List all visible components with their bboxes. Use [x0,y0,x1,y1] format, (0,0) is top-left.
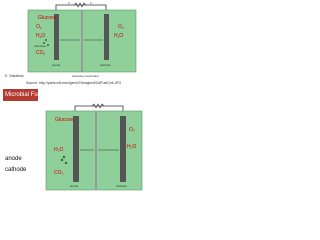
top-cathode-h2o-label: $H_2O$ [114,33,124,39]
side-label-cathode: cathode [5,167,27,173]
section-banner: Microbial Fuel Cells [3,89,38,101]
bottom-fuel-cell [46,104,142,190]
bottom-glucose-label: Glucose [55,117,74,123]
bottom-cathode-h2o-label: H₂O [127,144,137,150]
bottom-anode-electrode [73,116,79,182]
bottom-co2-label: CO₂ [54,170,64,176]
side-label-anode: anode [5,156,22,162]
top-fuel-cell [28,1,136,78]
bottom-membrane [95,111,97,190]
top-wire-label-right: e⁻ [90,1,94,5]
top-cathode-electrode [104,14,109,60]
top-wire-label: e⁻ [68,1,72,5]
top-anode-label: anode [52,63,61,67]
top-membrane [81,10,83,72]
top-anode-o2-label: $O_2$ [36,24,42,30]
bottom-cathode-label: cathode [116,184,127,188]
top-membrane-label: selective membrane [72,74,99,78]
top-glucose-label: Glucose [38,15,57,21]
bottom-anode-label: anode [70,184,79,188]
top-cathode-o2-label: $O_2$ [118,24,124,30]
source-citation: Source: http://parts.mit.edu/igem07/images/f/2d/FuelCell.JPG [26,81,122,85]
bottom-anode-h2o-label: H₂O [54,147,64,153]
author-credit: K. Stautloss [5,74,24,78]
top-microbes-label: microbes [34,44,47,48]
top-anode-h2o-label: $H_2O$ [36,33,46,39]
top-cathode-label: cathode [100,63,111,67]
bottom-cathode-o2-label: O₂ [129,127,135,133]
top-co2-label: $CO_2$ [36,50,46,56]
bottom-cathode-electrode [120,116,126,182]
